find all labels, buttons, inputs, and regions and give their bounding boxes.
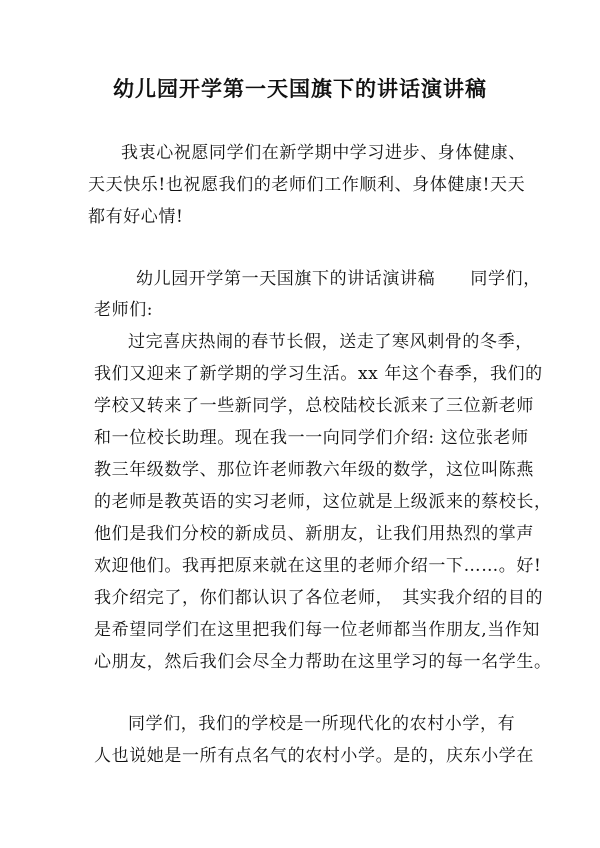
paragraph-line: 教三年级数学、那位许老师教六年级的数学，这位叫陈燕 (94, 460, 534, 480)
paragraph-line: 我们又迎来了新学期的学习生活。xx 年这个春季，我们的 (94, 364, 543, 384)
paragraph-line: 学校又转来了一些新同学，总校陆校长派来了三位新老师 (94, 396, 534, 416)
paragraph-line: 都有好心情! (88, 207, 184, 227)
paragraph-line: 的老师是教英语的实习老师，这位就是上级派来的蔡校长， (94, 492, 552, 512)
paragraph-line: 和一位校长助理。现在我一一向同学们介绍: 这位张老师 (94, 428, 529, 448)
page-title: 幼儿园开学第一天国旗下的讲话演讲稿 (113, 76, 487, 101)
paragraph-line: 幼儿园开学第一天国旗下的讲话演讲稿 同学们， (136, 269, 541, 289)
paragraph-line: 心朋友，然后我们会尽全力帮助在这里学习的每一名学生。 (94, 652, 552, 672)
paragraph-line: 老师们: (94, 300, 154, 320)
paragraph-line: 是希望同学们在这里把我们每一位老师都当作朋友,当作知 (94, 620, 541, 640)
paragraph-line: 我衷心祝愿同学们在新学期中学习进步、身体健康、 (121, 143, 526, 163)
paragraph-line: 天天快乐!也祝愿我们的老师们工作顺利、身体健康!天天 (88, 175, 526, 195)
paragraph-line: 同学们，我们的学校是一所现代化的农村小学，有 (128, 714, 516, 734)
paragraph-line: 欢迎他们。我再把原来就在这里的老师介绍一下……。好! (94, 556, 542, 576)
paragraph-line: 过完喜庆热闹的春节长假，送走了寒风刺骨的冬季， (128, 332, 533, 352)
paragraph-line: 他们是我们分校的新成员、新朋友，让我们用热烈的掌声 (94, 524, 534, 544)
paragraph-line: 我介绍完了，你们都认识了各位老师， 其实我介绍的目的 (94, 588, 544, 608)
paragraph-line: 人也说她是一所有点名气的农村小学。是的，庆东小学在 (94, 746, 534, 766)
